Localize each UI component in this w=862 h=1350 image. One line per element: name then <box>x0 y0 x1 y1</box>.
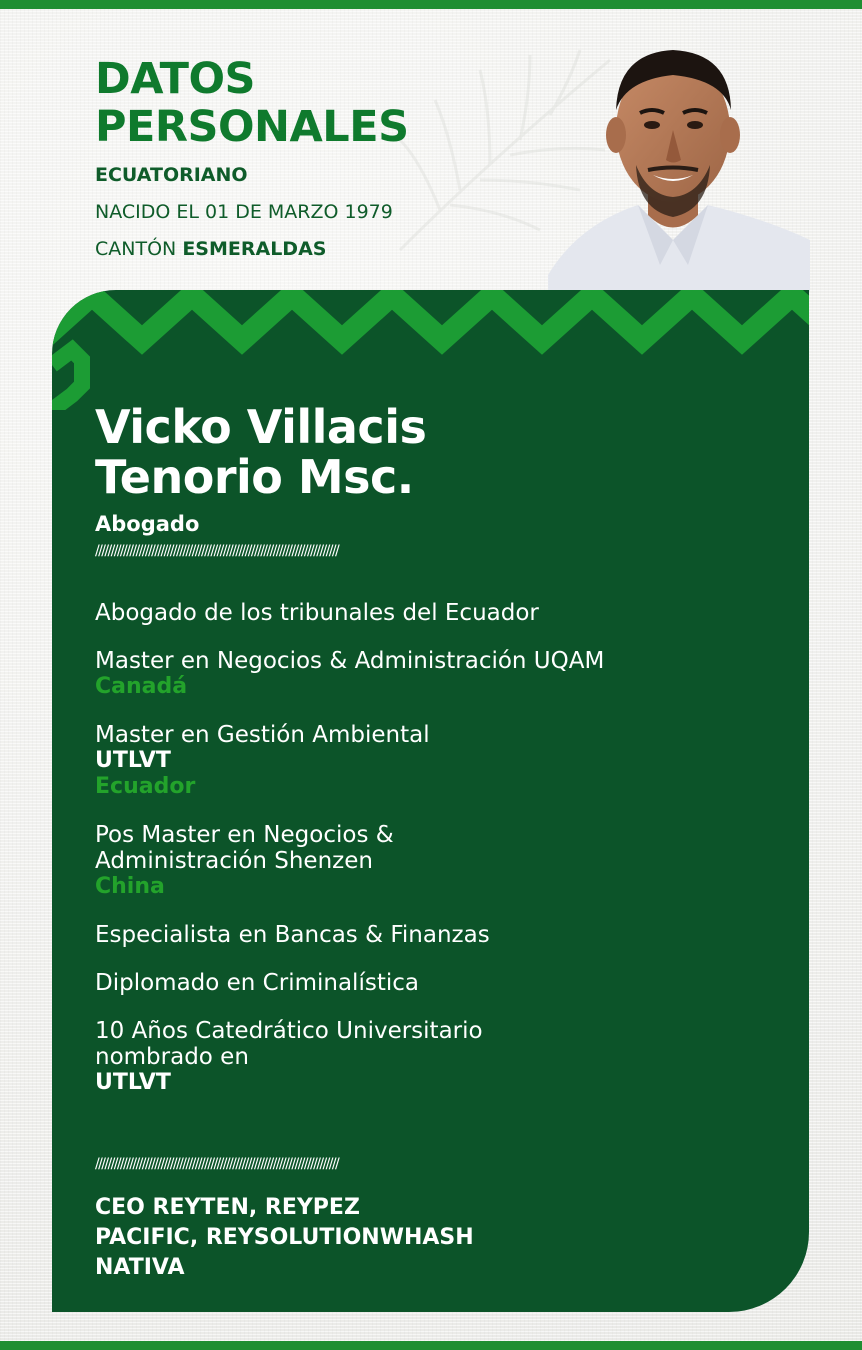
canton-label: CANTÓN <box>95 238 177 260</box>
credential-text: Administración Shenzen <box>95 848 373 874</box>
credential-text: Diplomado en Criminalística <box>95 970 419 996</box>
full-name-line-1: Vicko Villacis <box>95 400 427 454</box>
bottom-accent-bar <box>0 1341 862 1350</box>
page-title-line-2: PERSONALES <box>95 102 409 152</box>
credential-item <box>95 1018 785 1096</box>
portrait-photo <box>548 25 810 292</box>
credential-item <box>95 722 785 800</box>
ceo-block <box>95 1156 487 1283</box>
profession: Abogado <box>95 512 200 536</box>
credential-country: China <box>95 874 165 899</box>
divider-bottom: ////////////////////////////////////////////////////////////////////////////// <box>95 1156 339 1172</box>
canton-info <box>95 237 409 261</box>
birth-date: NACIDO EL 01 DE MARZO 1979 <box>95 201 393 223</box>
credential-text: Abogado de los tribunales del Ecuador <box>95 600 539 626</box>
credential-item <box>95 648 785 700</box>
credential-item <box>95 822 785 900</box>
nationality: ECUATORIANO <box>95 164 248 186</box>
name-block <box>95 402 487 560</box>
credential-item <box>95 600 785 626</box>
credential-institution: UTLVT <box>95 1070 171 1095</box>
credential-text: nombrado en <box>95 1044 249 1070</box>
credential-text: 10 Años Catedrático Universitario <box>95 1018 483 1044</box>
credential-item <box>95 970 785 996</box>
credential-text: Master en Negocios & Administración UQAM <box>95 648 605 674</box>
ceo-line-1: CEO REYTEN, REYPEZ <box>95 1195 360 1220</box>
full-name-line-2: Tenorio Msc. <box>95 450 414 504</box>
profile-card <box>52 290 809 1312</box>
credential-country: Canadá <box>95 674 188 699</box>
personal-data-header <box>95 55 409 261</box>
credential-country: Ecuador <box>95 774 196 799</box>
divider-top: ////////////////////////////////////////////////////////////////////////////// <box>95 543 339 559</box>
credentials-list <box>95 600 785 1118</box>
credential-text: Pos Master en Negocios & <box>95 822 394 848</box>
page-title-line-1: DATOS <box>95 54 255 104</box>
ceo-line-3: NATIVA <box>95 1255 185 1280</box>
credential-item <box>95 922 785 948</box>
credential-text: Master en Gestión Ambiental <box>95 722 430 748</box>
canton-value: ESMERALDAS <box>182 238 327 260</box>
credential-institution: UTLVT <box>95 748 171 773</box>
zigzag-pattern-icon <box>52 290 809 410</box>
top-accent-bar <box>0 0 862 9</box>
credential-text: Especialista en Bancas & Finanzas <box>95 922 490 948</box>
ceo-line-2: PACIFIC, REYSOLUTIONWHASH <box>95 1225 474 1250</box>
